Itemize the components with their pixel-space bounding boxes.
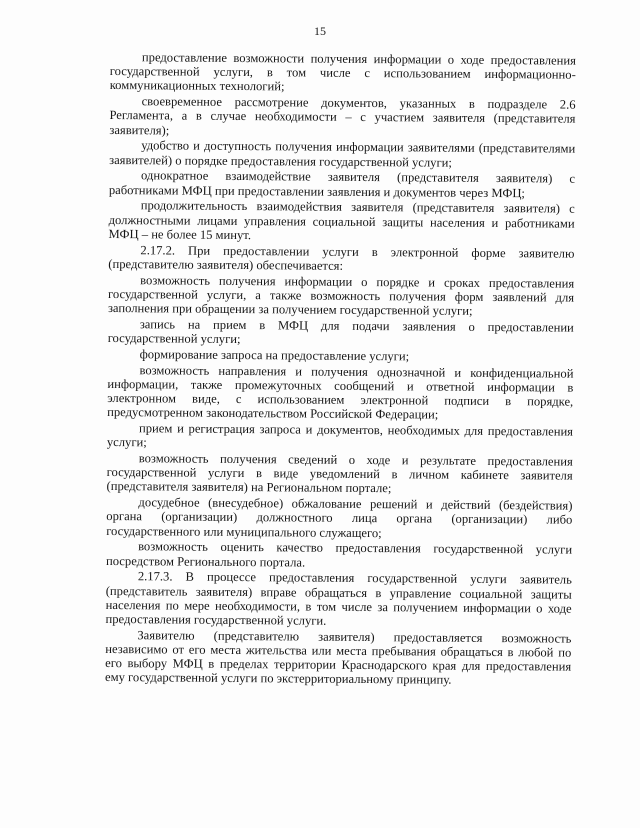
paragraph-convenience: удобство и доступность получения информации заявителями (представителями заявителей) о порядке предоставления государственной услуги; [109, 138, 576, 170]
paragraph-appeal: досудебное (внесудебное) обжалование решений и действий (бездействия) органа (организации) должностного лица органа (организации) либо государственного или муниципального служащего; [106, 495, 573, 540]
page-number: 15 [314, 24, 326, 38]
paragraph-electronic-exchange: возможность направления и получения однозначной и конфиденциальной информации, также промежуточных сообщений и ответной информации в электронном виде, с использованием электронной подписи в порядке, предусмотренном законодательством Российской Федерации; [107, 362, 574, 422]
paragraph-interaction-duration: продолжительность взаимодействия заявителя (представителя заявителя) с должностными лицами управления социальной защиты населения и работниками МФЦ – не более 15 минут. [108, 198, 575, 242]
paragraph-info-progress: предоставление возможности получения информации о ходе предоставления государственной услуги, в том числе с использованием информационно-коммуникационных технологий; [109, 50, 576, 94]
paragraph-info-forms: возможность получения информации о порядке и сроках предоставления государственной услуги, а также возможность получения форм заявлений для заполнения при обращении за получением государственной услуги; [107, 272, 575, 318]
paragraph-request-forming: формирование запроса на предоставление услуги; [139, 347, 410, 364]
paragraph-quality-rating: возможность оценить качество предоставления государственной услуги посредством Регионального портала. [105, 539, 573, 570]
paragraph-status-notifications: возможность получения сведений о ходе и результате предоставления государственной услуги в виде уведомлений в личном кабинете заявителя (представителя заявителя) на Региональном портале; [106, 451, 573, 496]
paragraph-single-interaction: однократное взаимодействие заявителя (представителя заявителя) с работниками МФЦ при предоставлении заявления и документов через МФЦ; [108, 168, 576, 200]
paragraph-section-2-17-2: 2.17.2. При предоставлении услуги в электронной форме заявителю (представителю заявителя) обеспечивается: [108, 242, 575, 273]
paragraph-request-registration: прием и регистрация запроса и документов, необходимых для предоставления услуги; [106, 421, 574, 450]
paragraph-extraterritorial: Заявителю (представителю заявителя) предоставляется возможность независимо от его места жительства или места пребывания обращаться в любой по его выбору МФЦ в пределах территории Краснодарского края для предоставления ему государственной услуги по экстерриториальному принципу. [105, 628, 572, 688]
document-body [105, 50, 576, 688]
paragraph-appointment: запись на прием в МФЦ для подачи заявления о предоставлении государственной услуги; [107, 317, 574, 347]
paragraph-section-2-17-3: 2.17.3. В процессе предоставления государственной услуги заявитель (представитель заявителя) вправе обращаться в управление социальной защиты населения по мере необходимости, в том числе за получением информации о ходе предоставления государственной услуги. [105, 569, 572, 628]
paragraph-timely-review: своевременное рассмотрение документов, указанных в подразделе 2.6 Регламента, а в случае необходимости – с участием заявителя (представителя заявителя); [109, 94, 576, 138]
